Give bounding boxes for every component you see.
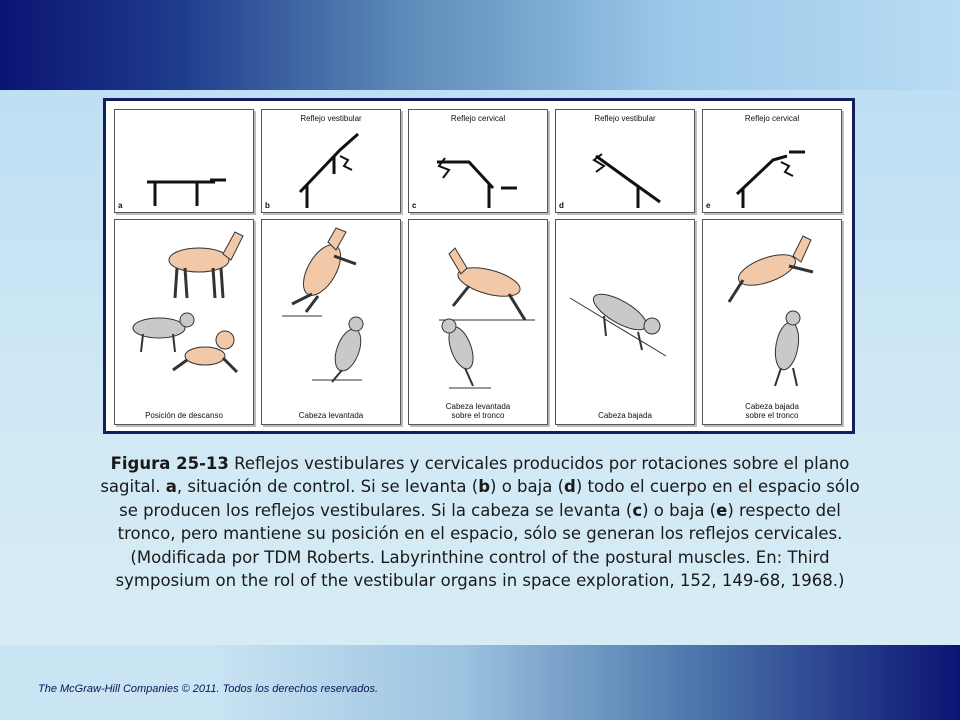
panel-letter-c: c xyxy=(412,201,417,210)
panel-caption-line1: Cabeza levantada xyxy=(445,402,511,411)
caption-text-3: ) o baja ( xyxy=(490,477,565,497)
panel-title-c: Reflejo cervical xyxy=(450,114,506,123)
diagram-panel-d xyxy=(555,109,695,213)
panel-title-b: Reflejo vestibular xyxy=(300,114,362,123)
panel-title-e: Reflejo cervical xyxy=(744,114,800,123)
panel-title-d: Reflejo vestibular xyxy=(594,114,656,123)
panel-caption-head-down: Cabeza bajada xyxy=(598,411,652,420)
caption-letter-d: d xyxy=(564,477,576,497)
caption-letter-e: e xyxy=(716,500,728,520)
stick-diagram-d xyxy=(556,110,696,214)
stick-diagram-a xyxy=(115,110,255,214)
stick-diagram-b xyxy=(262,110,402,214)
panel-letter-a: a xyxy=(118,201,123,210)
stick-diagram-e xyxy=(703,110,843,214)
diagram-panel-b xyxy=(261,109,401,213)
panel-caption-head-up-trunk xyxy=(409,402,547,420)
cat-head-down-illustration xyxy=(556,220,696,426)
illustration-panel-head-up xyxy=(261,219,401,425)
leaping-horse-cat-illustration xyxy=(409,220,549,426)
caption-text-6: ) respecto del tronco, pero mantiene su posición en el espacio, sólo se generan los reflejos cervicales. (Modificada por TDM Roberts. Labyrinthine control of the postural muscles. En: Third symposium on the rol of the vestibular organs in space exploration, 152, 149-68, 1968.) xyxy=(115,500,845,591)
caption-letter-a: a xyxy=(165,477,177,497)
panel-caption-rest: Posición de descanso xyxy=(145,411,223,420)
caption-text-4: ) todo el cuerpo en el espacio sólo se producen los reflejos vestibulares. Si la cabeza se levanta ( xyxy=(119,477,860,520)
rearing-horse-cat-illustration xyxy=(262,220,402,426)
horse-cat-baby-illustration xyxy=(115,220,255,426)
illustration-panel-head-down xyxy=(555,219,695,425)
illustration-panel-rest xyxy=(114,219,254,425)
diagram-panel-a xyxy=(114,109,254,213)
caption-letter-b: b xyxy=(478,477,491,497)
caption-letter-c: c xyxy=(632,500,643,520)
caption-text-5: ) o baja ( xyxy=(642,500,717,520)
panel-letter-e: e xyxy=(706,201,711,210)
diagram-panel-e xyxy=(702,109,842,213)
illustration-panel-head-up-trunk xyxy=(408,219,548,425)
panel-caption-head-up: Cabeza levantada xyxy=(298,411,364,420)
illustration-panel-head-down-trunk xyxy=(702,219,842,425)
diagram-panel-c xyxy=(408,109,548,213)
panel-caption-line2: sobre el tronco xyxy=(745,411,799,420)
panel-letter-d: d xyxy=(559,201,564,210)
figure-caption xyxy=(95,452,865,592)
figure-image xyxy=(103,98,855,434)
stick-diagram-c xyxy=(409,110,549,214)
jumping-horse-cat-illustration xyxy=(703,220,843,426)
panel-caption-line1: Cabeza bajada xyxy=(745,402,799,411)
panel-letter-b: b xyxy=(265,201,270,210)
copyright-footer: The McGraw-Hill Companies © 2011. Todos los derechos reservados. xyxy=(38,683,379,695)
figure-label: Figura 25-13 xyxy=(110,454,229,473)
panel-caption-head-down-trunk xyxy=(703,402,841,420)
panel-caption-line2: sobre el tronco xyxy=(451,411,505,420)
caption-text-1: Reflejos vestibulares y cervicales producidos por rotaciones sobre el plano sagital. xyxy=(100,454,850,497)
caption-text-2: , situación de control. Si se levanta ( xyxy=(176,477,479,497)
header-gradient-band xyxy=(0,0,960,90)
